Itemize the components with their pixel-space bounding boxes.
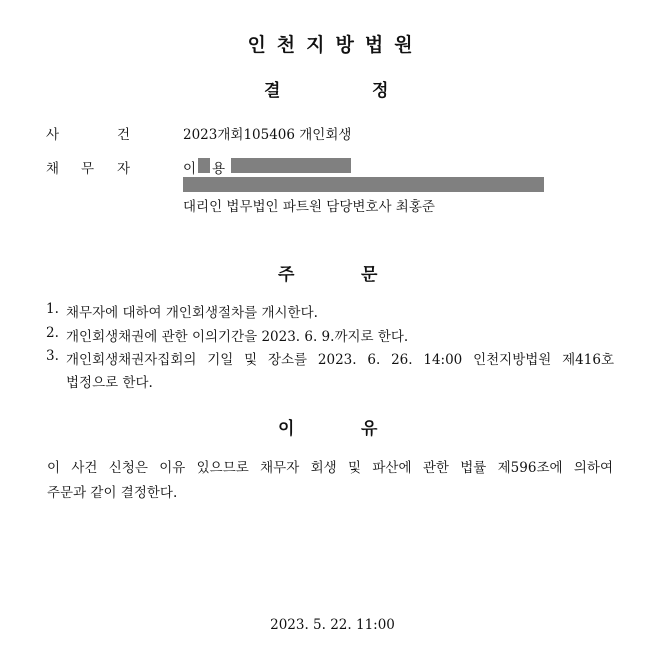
debtor-name-last: 용	[212, 161, 226, 177]
order-heading-char-1: 주	[278, 265, 295, 285]
case-label-char-2: 건	[117, 127, 131, 143]
reason-heading-char-2: 유	[361, 419, 378, 439]
debtor-name-first: 이	[183, 161, 197, 177]
reason-heading-char-1: 이	[278, 419, 295, 439]
order-item-3-text-cont: 법정으로 한다.	[66, 375, 153, 391]
order-heading-char-2: 문	[361, 265, 378, 285]
order-item-3-number: 3.	[46, 348, 59, 364]
redaction-name	[198, 158, 210, 173]
decision-date: 2023. 5. 22. 11:00	[270, 617, 395, 633]
order-item-1-number: 1.	[46, 301, 59, 317]
order-item-1-text: 채무자에 대하여 개인회생절차를 개시한다.	[66, 305, 318, 321]
debtor-label-char-3: 자	[117, 161, 131, 177]
court-name: 인천지방법원	[247, 34, 424, 56]
order-item-3-text: 개인회생채권자집회의 기일 및 장소를 2023. 6. 26. 14:00 인천지방법원 제416호	[66, 352, 614, 368]
doc-type-char-2: 정	[372, 81, 389, 101]
reason-line-2: 주문과 같이 결정한다.	[47, 485, 178, 501]
debtor-label-char-2: 무	[81, 161, 95, 177]
redaction-address	[183, 177, 544, 192]
order-item-2-text: 개인회생채권에 관한 이의기간을 2023. 6. 9.까지로 한다.	[66, 329, 409, 345]
case-label-char-1: 사	[46, 127, 60, 143]
case-value: 2023개회105406 개인회생	[183, 127, 352, 143]
doc-type-char-1: 결	[264, 81, 281, 101]
redaction-id	[231, 158, 351, 173]
debtor-representative: 대리인 법무법인 파트원 담당변호사 최홍준	[183, 199, 435, 215]
reason-line-1: 이 사건 신청은 이유 있으므로 채무자 회생 및 파산에 관한 법률 제596조에 의하여	[47, 460, 613, 476]
order-item-2-number: 2.	[46, 325, 59, 341]
debtor-label-char-1: 채	[46, 161, 60, 177]
